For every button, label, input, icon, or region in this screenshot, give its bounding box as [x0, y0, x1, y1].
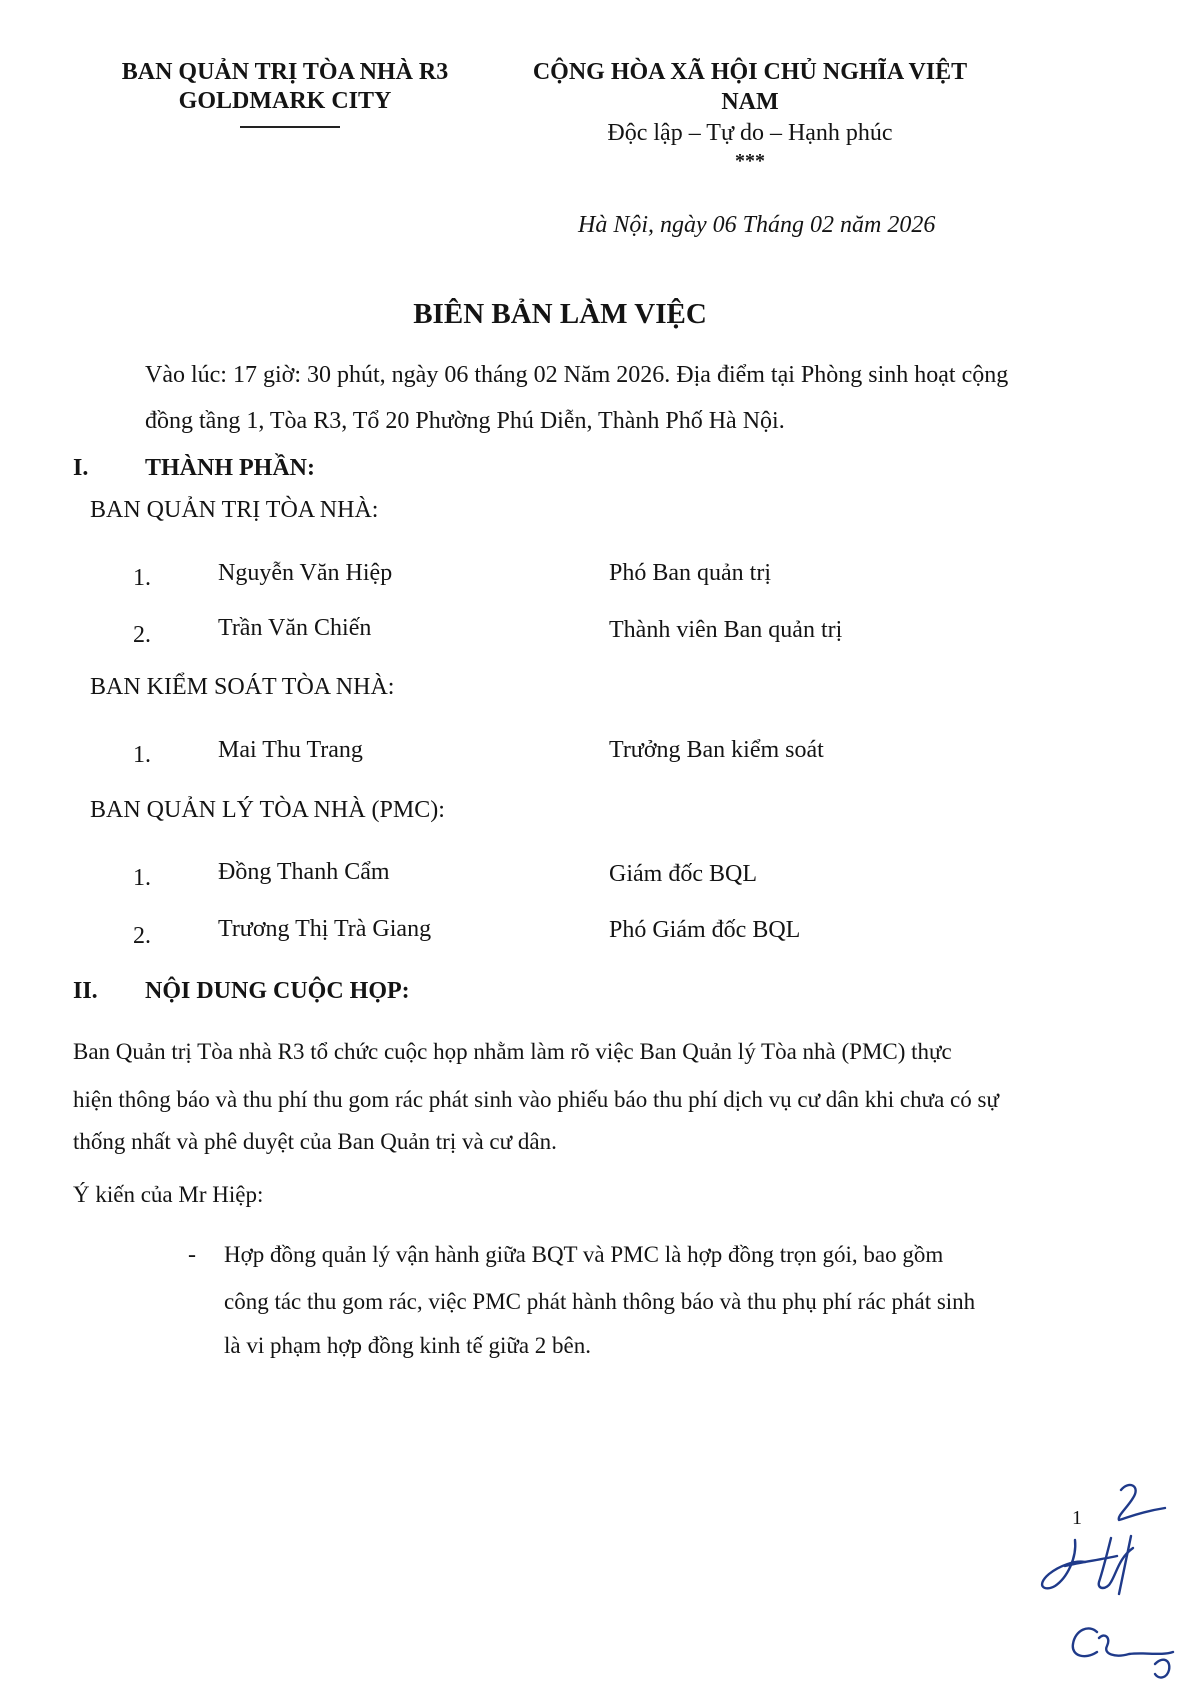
bullet-dash: -	[188, 1242, 196, 1268]
member-number: 1.	[133, 742, 151, 768]
section2-paragraph-line1: Ban Quản trị Tòa nhà R3 tổ chức cuộc họp nhằm làm rõ việc Ban Quản lý Tòa nhà (PMC) thực	[73, 1039, 952, 1064]
motto-stars: ***	[735, 150, 765, 172]
bullet-line1: Hợp đồng quản lý vận hành giữa BQT và PMC là hợp đồng trọn gói, bao gồm	[224, 1242, 944, 1267]
document-title: BIÊN BẢN LÀM VIỆC	[413, 298, 707, 330]
intro-line1: Vào lúc: 17 giờ: 30 phút, ngày 06 tháng 02 Năm 2026. Địa điểm tại Phòng sinh hoạt cộng	[145, 362, 1009, 388]
group-bks-title: BAN KIỂM SOÁT TÒA NHÀ:	[90, 674, 395, 700]
member-name: Đồng Thanh Cẩm	[218, 859, 390, 885]
group-pmc-title: BAN QUẢN LÝ TÒA NHÀ (PMC):	[90, 797, 445, 823]
member-role: Trưởng Ban kiểm soát	[609, 737, 824, 763]
section1-numeral: I.	[73, 455, 89, 481]
date-line: Hà Nội, ngày 06 Tháng 02 năm 2026	[578, 212, 936, 238]
opinion-label: Ý kiến của Mr Hiệp:	[73, 1182, 264, 1207]
section2-numeral: II.	[73, 978, 98, 1004]
nation-title-line1: CỘNG HÒA XÃ HỘI CHỦ NGHĨA VIỆT	[532, 59, 968, 85]
member-number: 2.	[133, 923, 151, 949]
nation-title-line2: NAM	[721, 89, 779, 115]
member-role: Giám đốc BQL	[609, 861, 757, 887]
member-role: Thành viên Ban quản trị	[609, 617, 843, 643]
member-number: 1.	[133, 865, 151, 891]
section2-paragraph-line2: hiện thông báo và thu phí thu gom rác phát sinh vào phiếu báo thu phí dịch vụ cư dân khi chưa có sự	[73, 1087, 999, 1112]
org-name-line2: GOLDMARK CITY	[178, 88, 392, 114]
intro-line2: đồng tầng 1, Tòa R3, Tổ 20 Phường Phú Diễn, Thành Phố Hà Nội.	[145, 408, 785, 434]
org-underline	[240, 126, 340, 128]
member-role: Phó Giám đốc BQL	[609, 917, 801, 943]
bullet-line3: là vi phạm hợp đồng kinh tế giữa 2 bên.	[224, 1333, 592, 1358]
national-motto: Độc lập – Tự do – Hạnh phúc	[607, 120, 893, 146]
section1-heading: THÀNH PHẦN:	[145, 455, 315, 481]
section2-heading: NỘI DUNG CUỘC HỌP:	[145, 978, 410, 1004]
member-name: Trần Văn Chiến	[218, 615, 372, 641]
member-number: 2.	[133, 622, 151, 648]
handwritten-initials	[1015, 1478, 1178, 1684]
member-name: Mai Thu Trang	[218, 737, 363, 763]
member-name: Trương Thị Trà Giang	[218, 916, 432, 942]
member-number: 1.	[133, 565, 151, 591]
page-number: 1	[1072, 1507, 1082, 1529]
bullet-line2: công tác thu gom rác, việc PMC phát hành thông báo và thu phụ phí rác phát sinh	[224, 1289, 976, 1314]
member-role: Phó Ban quản trị	[609, 560, 771, 586]
org-name-line1: BAN QUẢN TRỊ TÒA NHÀ R3	[121, 59, 449, 85]
section2-paragraph-line3: thống nhất và phê duyệt của Ban Quản trị và cư dân.	[73, 1129, 557, 1154]
group-bqt-title: BAN QUẢN TRỊ TÒA NHÀ:	[90, 497, 379, 523]
member-name: Nguyễn Văn Hiệp	[218, 560, 393, 586]
